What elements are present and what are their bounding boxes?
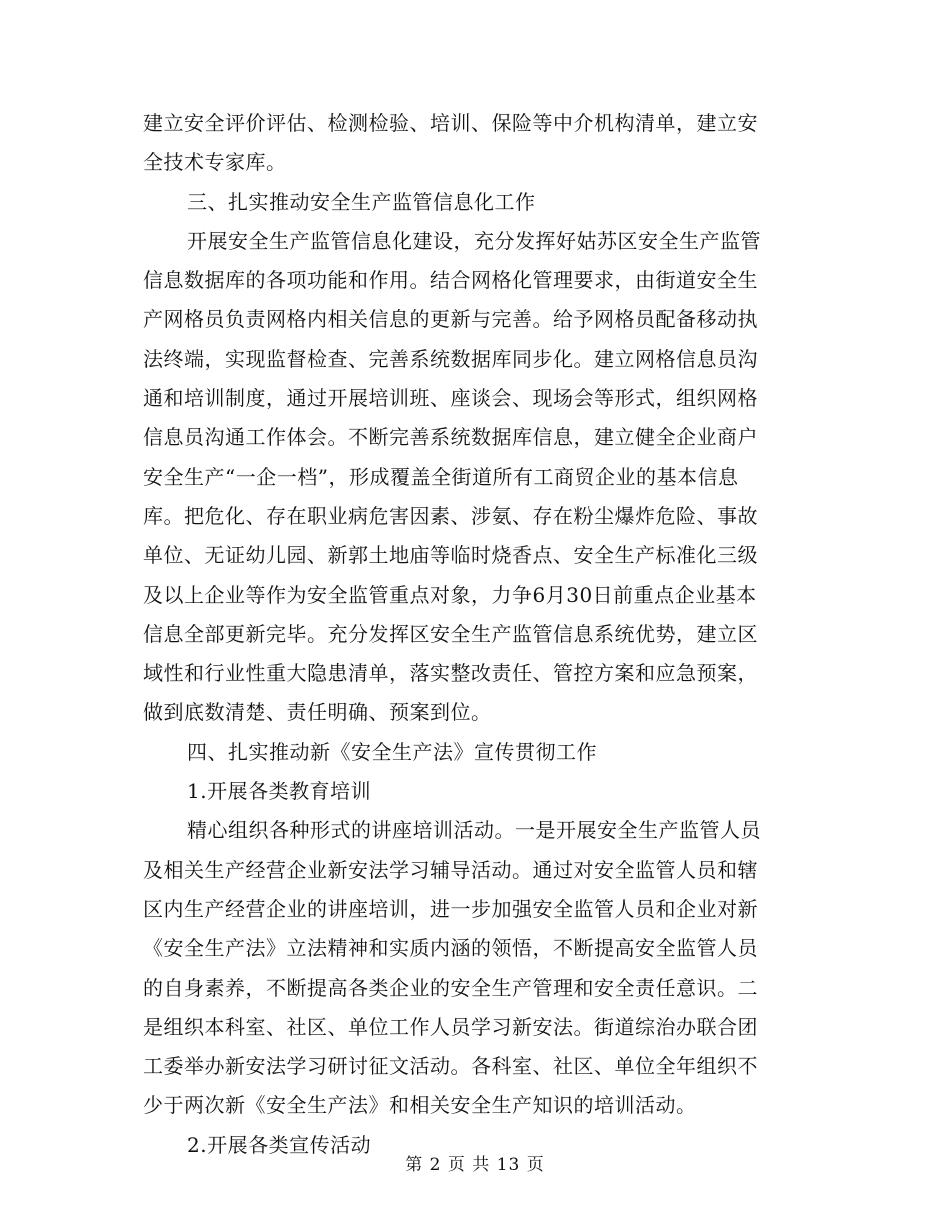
text-line: 法终端，实现监督检查、完善系统数据库同步化。建立网格信息员沟 [143, 346, 758, 371]
text-line: 区内生产经营企业的讲座培训，进一步加强安全监管人员和企业对新 [143, 896, 758, 921]
text-line: 库。把危化、存在职业病危害因素、涉氨、存在粉尘爆炸危险、事故 [143, 503, 758, 528]
text-line: 是组织本科室、社区、单位工作人员学习新安法。街道综治办联合团 [143, 1014, 758, 1039]
text-line: 通和培训制度，通过开展培训班、座谈会、现场会等形式，组织网格 [143, 386, 758, 411]
text-line: 的自身素养，不断提高各类企业的安全生产管理和安全责任意识。二 [143, 975, 758, 1000]
text-line: 三、扎实推动安全生产监管信息化工作 [187, 189, 536, 214]
text-line: 信息员沟通工作体会。不断完善系统数据库信息，建立健全企业商户 [143, 425, 758, 450]
text-line: 2.开展各类宣传活动 [187, 1132, 372, 1157]
text-line: 1.开展各类教育培训 [187, 779, 372, 804]
text-line: 全技术专家库。 [143, 150, 287, 175]
page-footer: 第 2 页 共 13 页 [405, 1155, 545, 1175]
text-line: 域性和行业性重大隐患清单，落实整改责任、管控方案和应急预案， [143, 661, 758, 686]
text-line: 《安全生产法》立法精神和实质内涵的领悟，不断提高安全监管人员 [143, 936, 758, 961]
text-line: 精心组织各种形式的讲座培训活动。一是开展安全生产监管人员 [187, 818, 761, 843]
text-line: 建立安全评价评估、检测检验、培训、保险等中介机构清单，建立安 [143, 111, 758, 135]
document-body [143, 104, 803, 1165]
text-line: 少于两次新《安全生产法》和相关安全生产知识的培训活动。 [143, 1093, 697, 1118]
text-line: 工委举办新安法学习研讨征文活动。各科室、社区、单位全年组织不 [143, 1054, 758, 1079]
text-line: 及以上企业等作为安全监管重点对象，力争6月30日前重点企业基本 [143, 582, 757, 607]
text-line: 做到底数清楚、责任明确、预案到位。 [143, 700, 492, 725]
text-line: 开展安全生产监管信息化建设，充分发挥好姑苏区安全生产监管 [187, 228, 761, 253]
text-line: 产网格员负责网格内相关信息的更新与完善。给予网格员配备移动执 [143, 307, 758, 332]
text-line: 信息数据库的各项功能和作用。结合网格化管理要求，由街道安全生 [143, 268, 758, 293]
text-line: 安全生产“一企一档”，形成覆盖全街道所有工商贸企业的基本信息 [143, 464, 739, 489]
text-line: 及相关生产经营企业新安法学习辅导活动。通过对安全监管人员和辖 [143, 857, 758, 882]
text-line: 四、扎实推动新《安全生产法》宣传贯彻工作 [187, 739, 597, 764]
text-line: 单位、无证幼儿园、新郭土地庙等临时烧香点、安全生产标准化三级 [143, 543, 758, 568]
text-line: 信息全部更新完毕。充分发挥区安全生产监管信息系统优势，建立区 [143, 621, 758, 646]
